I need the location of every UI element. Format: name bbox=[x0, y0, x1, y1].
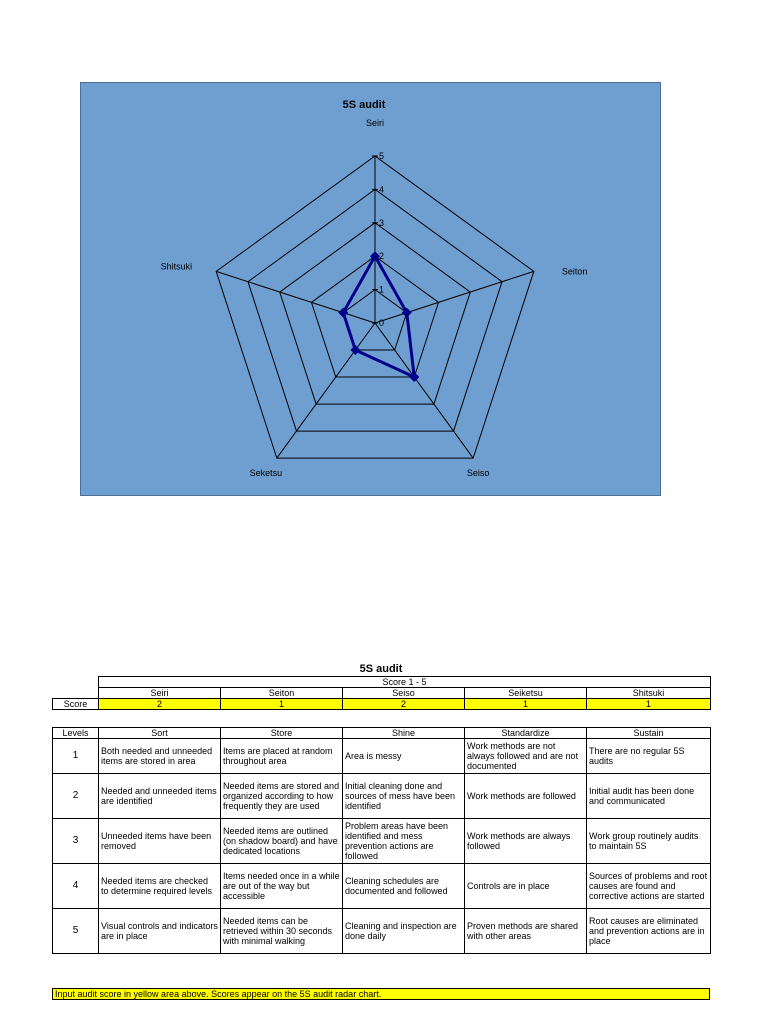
table-cell: Problem areas have been identified and mess prevention actions are followed bbox=[343, 819, 465, 864]
table-cell: Visual controls and indicators are in place bbox=[99, 909, 221, 954]
radar-spoke bbox=[277, 323, 375, 458]
score-column-header: Seiketsu bbox=[465, 688, 587, 699]
radar-axis-label: Seiso bbox=[466, 468, 490, 479]
radar-grid bbox=[216, 156, 534, 458]
score-table bbox=[52, 676, 711, 710]
table-cell: Needed items are stored and organized according to how frequently they are used bbox=[221, 774, 343, 819]
radar-axis-label: Shitsuki bbox=[160, 261, 193, 272]
radar-axis-label: Seketsu bbox=[249, 468, 283, 479]
table-cell: Items are placed at random throughout area bbox=[221, 739, 343, 774]
radar-spoke bbox=[375, 323, 473, 458]
score-column-header: Shitsuki bbox=[587, 688, 711, 699]
table-row bbox=[53, 739, 711, 774]
score-input-seiton[interactable]: 1 bbox=[221, 699, 343, 710]
score-input-seiketsu[interactable]: 1 bbox=[465, 699, 587, 710]
radar-series bbox=[338, 251, 419, 382]
table-cell: Root causes are eliminated and prevention actions are in place bbox=[587, 909, 711, 954]
score-input-seiri[interactable]: 2 bbox=[99, 699, 221, 710]
table-cell: Needed and unneeded items are identified bbox=[99, 774, 221, 819]
table-cell: Proven methods are shared with other areas bbox=[465, 909, 587, 954]
chart-title: 5S audit bbox=[342, 99, 386, 111]
table-cell: Needed items are outlined (on shadow board) and have dedicated locations bbox=[221, 819, 343, 864]
levels-header: Levels bbox=[53, 728, 99, 739]
radar-tick-label: 1 bbox=[379, 284, 385, 295]
radar-data-point bbox=[350, 345, 360, 355]
table-cell: Both needed and unneeded items are stored in area bbox=[99, 739, 221, 774]
score-input-seiso[interactable]: 2 bbox=[343, 699, 465, 710]
levels-header-row bbox=[53, 728, 711, 739]
table-cell: Cleaning and inspection are done daily bbox=[343, 909, 465, 954]
score-range-label: Score 1 - 5 bbox=[99, 677, 711, 688]
levels-header: Standardize bbox=[465, 728, 587, 739]
levels-header: Sort bbox=[99, 728, 221, 739]
table-cell: Work methods are not always followed and are not documented bbox=[465, 739, 587, 774]
radar-axis-label: Seiton bbox=[561, 266, 588, 277]
table-cell: Controls are in place bbox=[465, 864, 587, 909]
table-cell: Initial audit has been done and communicated bbox=[587, 774, 711, 819]
table-cell: Work methods are always followed bbox=[465, 819, 587, 864]
score-column-header: Seiton bbox=[221, 688, 343, 699]
level-number: 5 bbox=[53, 909, 99, 954]
blank-cell bbox=[53, 677, 99, 688]
table-cell: Initial cleaning done and sources of mess have been identified bbox=[343, 774, 465, 819]
level-number: 2 bbox=[53, 774, 99, 819]
radar-tick-label: 5 bbox=[379, 151, 385, 161]
radar-chart bbox=[81, 83, 662, 497]
score-row-label: Score bbox=[53, 699, 99, 710]
levels-header: Sustain bbox=[587, 728, 711, 739]
levels-table bbox=[52, 727, 711, 954]
table-cell: Items needed once in a while are out of the way but accessible bbox=[221, 864, 343, 909]
radar-axis-label: Seiri bbox=[365, 118, 385, 128]
radar-chart-panel bbox=[80, 82, 661, 496]
table-cell: Area is messy bbox=[343, 739, 465, 774]
score-column-header: Seiri bbox=[99, 688, 221, 699]
instruction-note: Input audit score in yellow area above. Scores appear on the 5S audit radar chart. bbox=[52, 988, 710, 1000]
table-cell: Needed items are checked to determine required levels bbox=[99, 864, 221, 909]
level-number: 4 bbox=[53, 864, 99, 909]
table-cell: Unneeded items have been removed bbox=[99, 819, 221, 864]
table-cell: Work group routinely audits to maintain 5S bbox=[587, 819, 711, 864]
table-cell: Work methods are followed bbox=[465, 774, 587, 819]
levels-header: Store bbox=[221, 728, 343, 739]
radar-data-point bbox=[409, 372, 419, 382]
level-number: 3 bbox=[53, 819, 99, 864]
score-input-shitsuki[interactable]: 1 bbox=[587, 699, 711, 710]
table-row bbox=[53, 909, 711, 954]
table-cell: There are no regular 5S audits bbox=[587, 739, 711, 774]
level-number: 1 bbox=[53, 739, 99, 774]
table-cell: Needed items can be retrieved within 30 seconds with minimal walking bbox=[221, 909, 343, 954]
table-cell: Cleaning schedules are documented and followed bbox=[343, 864, 465, 909]
table-row bbox=[53, 864, 711, 909]
table-cell: Sources of problems and root causes are found and corrective actions are started bbox=[587, 864, 711, 909]
radar-tick-label: 3 bbox=[379, 217, 385, 228]
radar-tick-label: 4 bbox=[379, 184, 385, 195]
table-row bbox=[53, 819, 711, 864]
score-table-title: 5S audit bbox=[359, 663, 403, 675]
levels-header: Shine bbox=[343, 728, 465, 739]
table-row bbox=[53, 774, 711, 819]
radar-tick-label: 0 bbox=[379, 318, 385, 328]
blank-cell bbox=[53, 688, 99, 699]
radar-tick-label: 2 bbox=[379, 251, 385, 262]
score-column-header: Seiso bbox=[343, 688, 465, 699]
